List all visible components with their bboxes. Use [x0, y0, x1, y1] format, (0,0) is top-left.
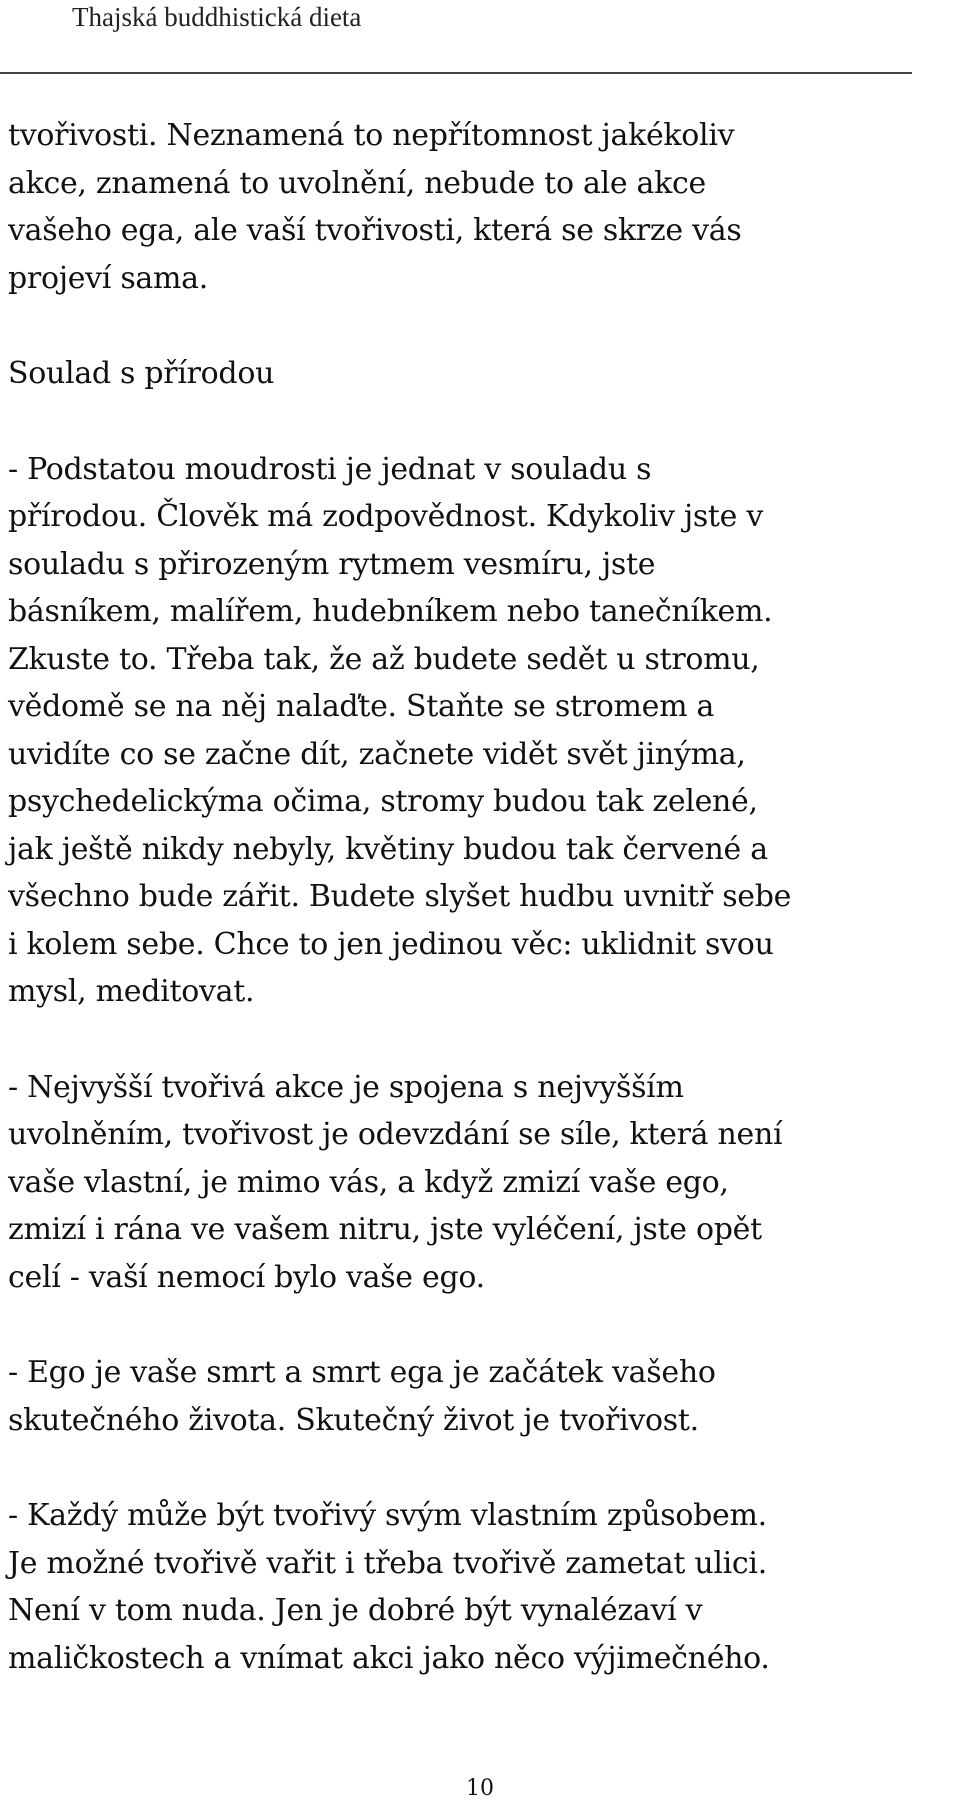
- header-divider: [0, 72, 912, 74]
- paragraph-highest-creative-action: - Nejvyšší tvořivá akce je spojena s nejvyšším uvolněním, tvořivost je odevzdání se síle, která není vaše vlastní, je mimo vás, a když zmizí vaše ego, zmizí i rána ve vašem nitru, jste vyléčení, jste opět celí - vaší nemocí bylo vaše ego.: [8, 1069, 783, 1295]
- running-header: Thajská buddhistická dieta: [72, 2, 362, 32]
- paragraph-everyone-creative: - Každý může být tvořivý svým vlastním způsobem. Je možné tvořivě vařit i třeba tvořivě zametat ulici. Není v tom nuda. Jen je dobré být vynalézaví v maličkostech a vnímat akci jako něco výjimečného.: [8, 1498, 770, 1676]
- paragraph-gap: [8, 398, 953, 446]
- paragraph-wisdom-nature: - Podstatou moudrosti je jednat v souladu s přírodou. Člověk má zodpovědnost. Kdykoliv jste v souladu s přirozeným rytmem vesmíru, jste básníkem, malířem, hudebníkem nebo tanečníkem. Zkuste to. Třeba tak, že až budete sedět u stromu, vědomě se na něj nalaďte. Staňte se stromem a uvidíte co se začne dít, začnete vidět svět jinýma, psychedelickýma očima, stromy budou tak zelené, jak ještě nikdy nebyly, květiny budou tak červené a všechno bude zářit. Budete slyšet hudbu uvnitř sebe i kolem sebe. Chce to jen jedinou věc: uklidnit svou mysl, meditovat.: [8, 451, 792, 1009]
- section-heading-harmony-with-nature: Soulad s přírodou: [8, 356, 275, 391]
- paragraph-gap: [8, 1444, 953, 1492]
- page-body: [8, 112, 953, 1682]
- paragraph-ego-death: - Ego je vaše smrt a smrt ega je začátek vašeho skutečného života. Skutečný život je tvořivost.: [8, 1355, 716, 1438]
- paragraph-gap: [8, 302, 953, 350]
- paragraph-gap: [8, 1301, 953, 1349]
- paragraph-gap: [8, 1016, 953, 1064]
- page-number: 10: [466, 1776, 494, 1801]
- paragraph-creativity-intro: tvořivosti. Neznamená to nepřítomnost jakékoliv akce, znamená to uvolnění, nebude to ale akce vašeho ega, ale vaší tvořivosti, která se skrze vás projeví sama.: [8, 118, 742, 296]
